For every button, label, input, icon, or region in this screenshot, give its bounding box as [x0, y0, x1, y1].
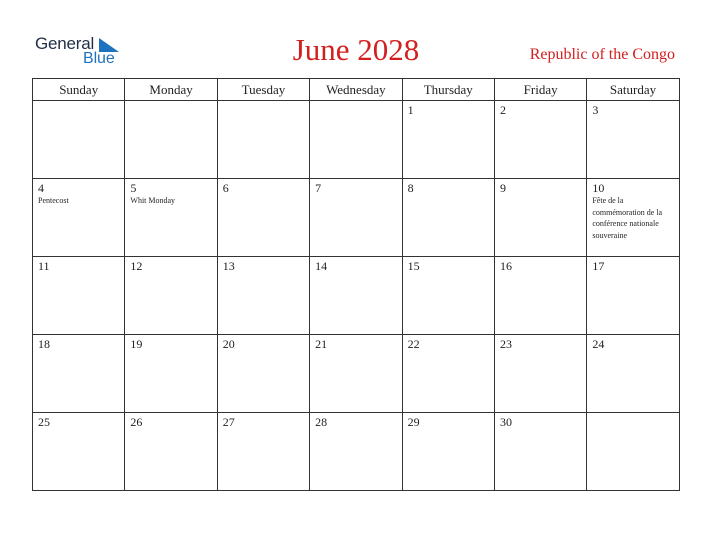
calendar-day-cell	[403, 257, 495, 335]
weekday-friday: Friday	[495, 79, 587, 101]
calendar-day-cell	[310, 413, 402, 491]
weekday-monday: Monday	[125, 79, 217, 101]
calendar-day-cell	[125, 101, 217, 179]
calendar-day-cell	[33, 335, 125, 413]
day-number: 30	[499, 415, 512, 429]
day-number: 13	[222, 259, 235, 273]
calendar-week-row	[33, 257, 680, 335]
day-number: 14	[315, 259, 328, 273]
calendar-day-cell	[495, 413, 587, 491]
calendar-day-cell	[125, 179, 217, 257]
calendar-week-row	[33, 101, 680, 179]
calendar-day-cell	[218, 257, 310, 335]
day-number: 8	[407, 181, 414, 195]
calendar-day-cell	[218, 101, 310, 179]
calendar-day-cell	[310, 101, 402, 179]
calendar-week-row	[33, 335, 680, 413]
weekday-tuesday: Tuesday	[218, 79, 310, 101]
day-number: 9	[499, 181, 506, 195]
day-number: 23	[499, 337, 512, 351]
day-number: 25	[38, 415, 50, 429]
calendar-day-cell	[310, 179, 402, 257]
day-number: 5	[130, 181, 137, 195]
weekday-wednesday: Wednesday	[310, 79, 402, 101]
calendar-day-cell	[218, 413, 310, 491]
calendar-day-cell	[587, 335, 679, 413]
day-number: 27	[222, 415, 235, 429]
calendar-day-cell	[495, 179, 587, 257]
day-number: 20	[222, 337, 235, 351]
calendar-day-cell	[403, 413, 495, 491]
calendar-day-cell	[587, 179, 679, 257]
calendar-day-cell	[403, 335, 495, 413]
holiday-label: Whit Monday	[130, 196, 176, 205]
calendar-day-cell	[495, 257, 587, 335]
day-number: 6	[222, 181, 229, 195]
country-label: Republic of the Congo	[529, 46, 675, 63]
weekday-sunday: Sunday	[33, 79, 125, 101]
calendar-day-cell	[587, 413, 679, 491]
day-number: 19	[130, 337, 143, 351]
calendar-day-cell	[403, 179, 495, 257]
calendar-day-cell	[403, 101, 495, 179]
weekday-thursday: Thursday	[403, 79, 495, 101]
calendar-grid	[32, 78, 680, 491]
page-title: June 2028	[292, 32, 420, 67]
day-number: 12	[130, 259, 143, 273]
day-number: 1	[407, 103, 414, 117]
logo-text-blue: Blue	[83, 50, 115, 67]
day-number: 17	[592, 259, 605, 273]
day-number: 15	[407, 259, 420, 273]
calendar-day-cell	[33, 413, 125, 491]
day-number: 18	[38, 337, 50, 351]
calendar-week-row	[33, 413, 680, 491]
logo-text-general: General	[35, 34, 95, 53]
day-number: 4	[38, 181, 44, 195]
weekday-header-row	[33, 79, 680, 101]
day-number: 22	[407, 337, 420, 351]
holiday-label: Pentecost	[38, 196, 69, 205]
calendar-day-cell	[33, 179, 125, 257]
calendar-day-cell	[310, 257, 402, 335]
calendar-day-cell	[495, 335, 587, 413]
calendar-week-row	[33, 179, 680, 257]
calendar-day-cell	[310, 335, 402, 413]
day-number: 3	[592, 103, 599, 117]
day-number: 16	[499, 259, 512, 273]
day-number: 26	[130, 415, 143, 429]
day-number: 2	[499, 103, 506, 117]
calendar-day-cell	[218, 335, 310, 413]
calendar-day-cell	[125, 413, 217, 491]
day-number: 28	[315, 415, 328, 429]
day-number: 10	[592, 181, 605, 195]
day-number: 29	[407, 415, 420, 429]
weekday-saturday: Saturday	[587, 79, 679, 101]
calendar-day-cell	[218, 179, 310, 257]
calendar-day-cell	[587, 257, 679, 335]
day-number: 24	[592, 337, 605, 351]
day-number: 11	[38, 259, 50, 273]
calendar-day-cell	[587, 101, 679, 179]
day-number: 21	[315, 337, 328, 351]
calendar-day-cell	[125, 257, 217, 335]
calendar-day-cell	[33, 257, 125, 335]
calendar-day-cell	[33, 101, 125, 179]
calendar-day-cell	[495, 101, 587, 179]
holiday-label: Fête de la commémoration de la conférence nationale souveraine	[592, 196, 663, 240]
calendar-day-cell	[125, 335, 217, 413]
day-number: 7	[315, 181, 322, 195]
